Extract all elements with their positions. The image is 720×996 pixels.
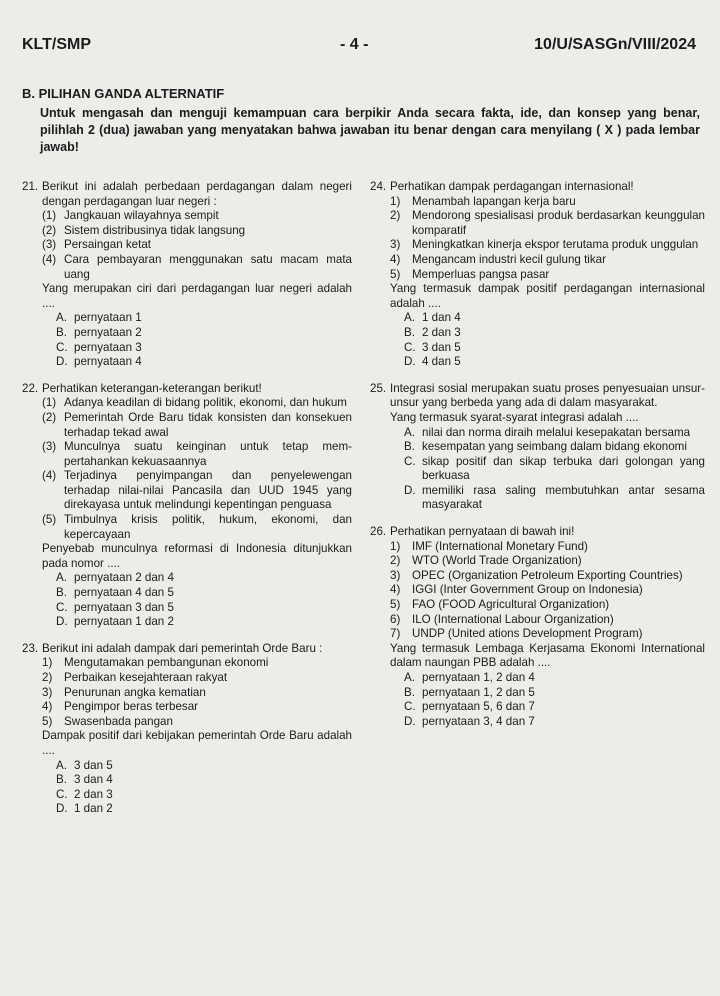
answer-option[interactable]	[390, 455, 705, 484]
statement-number: 1)	[390, 194, 401, 208]
statement-text: WTO (World Trade Organization)	[412, 554, 582, 568]
statement-number: 7)	[390, 627, 401, 641]
option-text: sikap positif dan sikap terbuka dari golongan yang berkuasa	[422, 454, 705, 483]
answer-option[interactable]	[390, 426, 705, 441]
question-prompt: Penyebab munculnya reformasi di Indonesia ditunjukkan pada nomor ....	[42, 542, 352, 570]
answer-option[interactable]	[390, 311, 705, 326]
statement-item	[390, 569, 705, 584]
option-text: kesempatan yang seimbang dalam bidang ekonomi	[422, 440, 687, 454]
option-letter: C.	[56, 787, 68, 801]
question-spacer	[370, 731, 705, 741]
statement-number: (2)	[42, 223, 57, 237]
statement-text: Sistem distribusinya tidak langsung	[64, 223, 246, 237]
statement-item	[390, 268, 705, 283]
question-number: 25.	[370, 381, 387, 395]
answer-option[interactable]	[42, 571, 352, 586]
question-intro: Berikut ini adalah perbedaan perdagangan dalam negeri dengan perdagangan luar negeri :	[42, 180, 352, 208]
option-text: pernyataan 1	[74, 311, 142, 325]
statement-item	[42, 656, 352, 671]
question-25	[370, 382, 705, 513]
statement-item	[42, 238, 352, 253]
answer-option[interactable]	[42, 615, 352, 630]
section-instruction: Untuk mengasah dan menguji kemampuan cara berpikir Anda secara fakta, ide, dan konsep yang benar, pilihlah 2 (dua) jawaban yang menyatakan bahwa jawaban itu benar dengan cara menyilang ( X ) pada lembar jawab!	[40, 106, 700, 154]
option-letter: A.	[404, 311, 415, 325]
statement-text: Cara pembayaran menggunakan satu macam mata uang	[64, 252, 352, 281]
question-prompt: Yang termasuk dampak positif perdagangan internasional adalah ....	[390, 282, 705, 310]
statement-text: Perbaikan kesejahteraan rakyat	[64, 671, 228, 684]
statement-text: OPEC (Organization Petroleum Exporting Countries)	[412, 568, 683, 582]
statement-text: Swasenbada pangan	[64, 714, 173, 728]
answer-option[interactable]	[42, 326, 352, 341]
option-letter: C.	[404, 454, 416, 468]
option-text: pernyataan 5, 6 dan 7	[422, 700, 535, 714]
statement-item	[42, 253, 352, 282]
question-number: 26.	[370, 525, 387, 539]
option-letter: D.	[404, 355, 416, 369]
statement-text: Adanya keadilan di bidang politik, ekonomi, dan hukum	[64, 396, 347, 410]
option-text: memiliki rasa saling membutuhkan antar sesama masyarakat	[422, 483, 705, 512]
option-letter: C.	[56, 600, 68, 614]
statement-item	[42, 671, 352, 686]
option-letter: B.	[404, 440, 415, 454]
option-text: pernyataan 4	[74, 355, 142, 369]
header-school-code: KLT/SMP	[22, 36, 92, 53]
header-exam-code: 10/U/SASGn/VIII/2024	[534, 36, 696, 53]
question-spacer	[22, 372, 352, 382]
option-letter: D.	[404, 483, 416, 497]
statement-number: (2)	[42, 410, 57, 424]
option-text: pernyataan 1, 2 dan 5	[422, 685, 535, 699]
statement-text: Munculnya suatu keinginan untuk tetap mempertahankan kekuasaannya	[64, 440, 352, 468]
statement-item	[42, 411, 352, 440]
question-intro: Berikut ini adalah dampak dari pemerintah Orde Baru :	[42, 641, 323, 655]
statement-item	[42, 224, 352, 239]
statement-number: 3)	[390, 568, 401, 582]
answer-option[interactable]	[390, 355, 705, 370]
statement-number: 6)	[390, 612, 401, 626]
statement-item	[390, 238, 705, 253]
question-number: 21.	[22, 180, 39, 193]
option-letter: C.	[56, 340, 68, 354]
option-text: pernyataan 4 dan 5	[74, 586, 174, 600]
option-letter: C.	[404, 700, 416, 714]
option-text: 3 dan 5	[422, 340, 461, 354]
question-24	[370, 180, 705, 370]
answer-option[interactable]	[390, 341, 705, 356]
answer-option[interactable]	[42, 355, 352, 370]
option-text: 3 dan 4	[74, 773, 113, 787]
statement-item	[390, 598, 705, 613]
question-intro: Perhatikan pernyataan di bawah ini!	[390, 525, 575, 539]
statement-number: 3)	[390, 238, 401, 252]
statement-text: IGGI (Inter Government Group on Indonesia)	[412, 583, 643, 597]
answer-option[interactable]	[42, 802, 352, 817]
statement-item	[390, 554, 705, 569]
question-body	[390, 180, 705, 370]
option-letter: B.	[56, 325, 67, 339]
option-text: pernyataan 2 dan 4	[74, 571, 174, 585]
question-22	[22, 382, 352, 630]
question-number: 24.	[370, 180, 387, 193]
answer-option[interactable]	[390, 484, 705, 513]
answer-option[interactable]	[390, 686, 705, 701]
answer-option[interactable]	[390, 326, 705, 341]
statement-text: Meningkatkan kinerja ekspor terutama produk unggulan	[412, 238, 699, 252]
statement-item	[42, 209, 352, 224]
statement-text: ILO (International Labour Organization)	[412, 612, 614, 626]
answer-option[interactable]	[390, 715, 705, 730]
option-letter: A.	[404, 671, 415, 684]
question-spacer	[370, 372, 705, 382]
option-text: 1 dan 4	[422, 311, 461, 325]
statement-text: IMF (International Monetary Fund)	[412, 539, 588, 553]
answer-option[interactable]	[390, 671, 705, 686]
statement-text: Mengutamakan pembangunan ekonomi	[64, 656, 269, 670]
statement-text: Pengimpor beras terbesar	[64, 700, 199, 714]
section-title: B. PILIHAN GANDA ALTERNATIF	[22, 86, 225, 101]
answer-option[interactable]	[42, 759, 352, 774]
option-letter: B.	[56, 773, 67, 787]
option-text: nilai dan norma diraih melalui kesepakatan bersama	[422, 425, 691, 439]
statement-item	[390, 583, 705, 598]
header-page-number: - 4 -	[340, 36, 369, 53]
option-text: pernyataan 1, 2 dan 4	[422, 671, 535, 684]
option-letter: D.	[404, 714, 416, 728]
answer-option[interactable]	[42, 586, 352, 601]
statement-number: (1)	[42, 209, 57, 223]
answer-option[interactable]	[42, 341, 352, 356]
statement-item	[390, 540, 705, 555]
statement-text: Mendorong spesialisasi produk berdasarkan keunggulan komparatif	[412, 209, 705, 237]
statement-number: 1)	[42, 656, 53, 670]
option-text: pernyataan 2	[74, 325, 142, 339]
statement-text: Menambah lapangan kerja baru	[412, 194, 576, 208]
option-letter: B.	[56, 586, 67, 600]
statement-text: Terjadinya penyimpangan dan penyelewengan terhadap nilai-nilai Pancasila dan UUD 1945 yang direkayasa untuk melindungi kepentingan penguasa	[64, 469, 352, 512]
answer-option[interactable]	[42, 601, 352, 616]
statement-number: 5)	[390, 267, 401, 281]
question-body	[390, 382, 705, 513]
statement-number: (4)	[42, 252, 57, 266]
statement-number: (3)	[42, 440, 57, 454]
option-text: 4 dan 5	[422, 355, 461, 369]
answer-option[interactable]	[390, 440, 705, 455]
left-column	[22, 180, 352, 829]
option-letter: B.	[404, 325, 415, 339]
question-prompt: Dampak positif dari kebijakan pemerintah Orde Baru adalah ....	[42, 729, 352, 757]
statement-number: (3)	[42, 238, 57, 252]
question-21	[22, 180, 352, 370]
statement-item	[42, 396, 352, 411]
statement-item	[42, 700, 352, 715]
question-body	[42, 642, 352, 817]
statement-text: Jangkauan wilayahnya sempit	[64, 209, 219, 223]
question-26	[370, 525, 705, 729]
option-text: 3 dan 5	[74, 758, 113, 772]
option-letter: A.	[56, 758, 67, 772]
statement-item	[390, 195, 705, 210]
option-letter: D.	[56, 615, 68, 629]
question-body	[42, 180, 352, 370]
option-text: 2 dan 3	[74, 787, 113, 801]
option-letter: D.	[56, 802, 68, 816]
option-letter: C.	[404, 340, 416, 354]
statement-item	[42, 513, 352, 542]
statement-item	[390, 253, 705, 268]
statement-number: 5)	[390, 598, 401, 612]
statement-item	[390, 209, 705, 238]
option-text: 2 dan 3	[422, 325, 461, 339]
answer-option[interactable]	[42, 311, 352, 326]
statement-number: (4)	[42, 469, 57, 483]
question-23	[22, 642, 352, 817]
statement-number: 5)	[42, 714, 53, 728]
right-column	[370, 180, 705, 741]
option-text: pernyataan 3 dan 5	[74, 600, 174, 614]
option-letter: B.	[404, 685, 415, 699]
statement-text: Penurunan angka kematian	[64, 685, 206, 699]
statement-number: 2)	[390, 209, 401, 223]
statement-text: FAO (FOOD Agricultural Organization)	[412, 598, 610, 612]
option-letter: A.	[56, 311, 67, 325]
statement-number: 2)	[42, 671, 53, 684]
question-body	[42, 382, 352, 630]
option-letter: D.	[56, 355, 68, 369]
question-spacer	[22, 632, 352, 642]
question-intro: Perhatikan dampak perdagangan internasional!	[390, 180, 634, 193]
question-spacer	[22, 819, 352, 829]
statement-number: 4)	[42, 700, 53, 714]
question-body	[390, 525, 705, 729]
statement-item	[42, 440, 352, 469]
statement-number: (5)	[42, 513, 57, 527]
statement-item	[390, 627, 705, 642]
option-letter: A.	[404, 425, 415, 439]
statement-text: Mengancam industri kecil gulung tikar	[412, 252, 606, 266]
statement-number: 2)	[390, 554, 401, 568]
option-text: pernyataan 3, 4 dan 7	[422, 714, 535, 728]
question-number: 22.	[22, 381, 39, 395]
answer-option[interactable]	[42, 773, 352, 788]
statement-item	[390, 613, 705, 628]
statement-text: Timbulnya krisis politik, hukum, ekonomi, dan kepercayaan	[64, 513, 352, 541]
statement-item	[42, 715, 352, 730]
statement-number: 1)	[390, 539, 401, 553]
statement-item	[42, 686, 352, 701]
statement-number: 4)	[390, 252, 401, 266]
statement-text: UNDP (United ations Development Program)	[412, 627, 643, 641]
question-spacer	[370, 515, 705, 525]
option-text: pernyataan 1 dan 2	[74, 615, 174, 629]
question-prompt: Yang termasuk Lembaga Kerjasama Ekonomi International dalam naungan PBB adalah ....	[390, 641, 705, 670]
option-letter: A.	[56, 571, 67, 585]
option-text: pernyataan 3	[74, 340, 142, 354]
statement-item	[42, 469, 352, 513]
statement-text: Pemerintah Orde Baru tidak konsisten dan konsekuen terhadap tekad awal	[64, 410, 352, 439]
option-text: 1 dan 2	[74, 802, 113, 816]
statement-text: Memperluas pangsa pasar	[412, 267, 550, 281]
statement-number: 4)	[390, 583, 401, 597]
question-intro: Integrasi sosial merupakan suatu proses penyesuaian unsur-unsur yang berbeda yang ada di dalam masyarakat.	[390, 381, 705, 410]
statement-number: (1)	[42, 396, 57, 410]
statement-number: 3)	[42, 685, 53, 699]
answer-option[interactable]	[42, 788, 352, 803]
question-number: 23.	[22, 641, 39, 655]
answer-option[interactable]	[390, 700, 705, 715]
question-prompt: Yang termasuk syarat-syarat integrasi adalah ....	[390, 410, 639, 424]
question-intro: Perhatikan keterangan-keterangan berikut!	[42, 381, 262, 395]
statement-text: Persaingan ketat	[64, 238, 152, 252]
question-prompt: Yang merupakan ciri dari perdagangan luar negeri adalah ....	[42, 282, 352, 310]
